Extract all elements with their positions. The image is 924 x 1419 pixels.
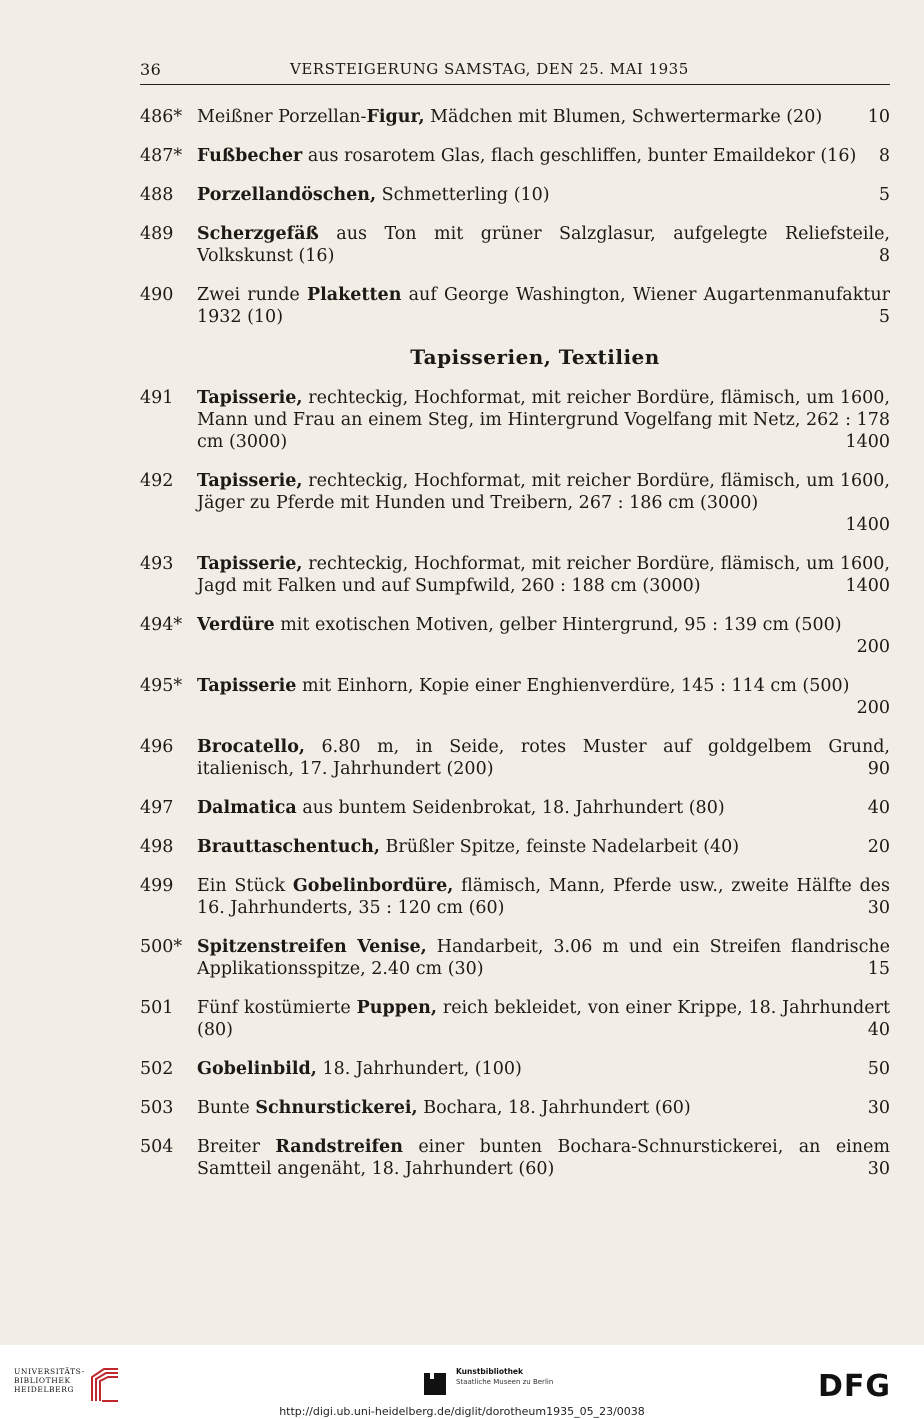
lot-description: [197, 836, 890, 858]
lot-estimate: 20: [867, 837, 890, 857]
lot-text-lead: Fünf kostümierte: [197, 998, 357, 1018]
lot-estimate: 30: [867, 898, 890, 918]
lot-number: 495*: [140, 676, 183, 696]
lot-number: 494*: [140, 615, 183, 635]
lot-number: 499: [140, 876, 174, 896]
lot-entry: [140, 284, 890, 328]
lot-description: [197, 614, 890, 636]
header-rule: [140, 84, 890, 85]
lot-keyword: Figur,: [366, 107, 425, 127]
lot-description: [197, 1097, 890, 1119]
lot-text-lead: Zwei runde: [197, 285, 307, 305]
lot-estimate: 200: [856, 637, 890, 657]
lot-number: 487*: [140, 146, 183, 166]
lot-text: auf George Washington, Wiener Augartenmanufaktur 1932 (10): [197, 285, 890, 327]
running-title: VERSTEIGERUNG SAMSTAG, DEN 25. MAI 1935: [290, 60, 689, 78]
lot-number: 502: [140, 1059, 174, 1079]
lot-entry: [140, 184, 890, 206]
lot-description: [197, 387, 890, 453]
kunstbibliothek-name: Kunstbibliothek: [456, 1367, 524, 1376]
lot-entry: [140, 997, 890, 1041]
kunstbibliothek-mark-icon: [424, 1369, 450, 1395]
kunstbibliothek-logo: [424, 1367, 584, 1403]
lot-estimate: 50: [867, 1059, 890, 1079]
lot-number: 504: [140, 1137, 174, 1157]
lot-estimate: 1400: [845, 576, 890, 596]
lot-text: flämisch, Mann, Pferde usw., zweite Hälfte des 16. Jahrhunderts, 35 : 120 cm (60): [197, 876, 890, 918]
lot-estimate: 90: [867, 759, 890, 779]
lot-text: 18. Jahrhundert, (100): [316, 1059, 522, 1079]
lot-keyword: Fußbecher: [197, 146, 303, 166]
uni-logo-line: HEIDELBERG: [14, 1385, 75, 1394]
lot-keyword: Scherzgefäß: [197, 224, 319, 244]
lot-entry: [140, 736, 890, 780]
lot-keyword: Brauttaschentuch,: [197, 837, 380, 857]
lot-text: rechteckig, Hochformat, mit reicher Bordüre, flämisch, um 1600, Jäger zu Pferde mit Hunden und Treibern, 267 : 186 cm (3000): [197, 471, 890, 513]
lot-number: 492: [140, 471, 174, 491]
lot-text-lead: Bunte: [197, 1098, 256, 1118]
lot-text: reich bekleidet, von einer Krippe, 18. Jahrhundert (80): [197, 998, 890, 1040]
lot-description: [197, 1058, 890, 1080]
lot-description: [197, 1136, 890, 1180]
lot-entry: [140, 797, 890, 819]
lot-text: Bochara, 18. Jahrhundert (60): [417, 1098, 691, 1118]
lot-keyword: Dalmatica: [197, 798, 297, 818]
lot-text: Handarbeit, 3.06 m und ein Streifen flandrische Applikationsspitze, 2.40 cm (30): [197, 937, 891, 979]
lot-estimate: 5: [878, 307, 890, 327]
lot-entry: [140, 145, 890, 167]
lot-estimate-line: [140, 514, 890, 536]
lot-group-textiles: [140, 387, 890, 1180]
lot-text-lead: Ein Stück: [197, 876, 293, 896]
lot-keyword: Tapisserie,: [197, 471, 303, 491]
lot-number: 490: [140, 285, 174, 305]
lot-estimate: 40: [867, 798, 890, 818]
lot-entry: [140, 614, 890, 658]
lot-description: [197, 675, 890, 697]
lot-number: 493: [140, 554, 174, 574]
lot-number: 496: [140, 737, 174, 757]
lot-entry: [140, 675, 890, 719]
lot-estimate: 30: [867, 1159, 890, 1179]
lot-estimate: 15: [867, 959, 890, 979]
lot-keyword: Tapisserie,: [197, 554, 303, 574]
lot-keyword: Gobelinbild,: [197, 1059, 317, 1079]
lot-keyword: Randstreifen: [275, 1137, 403, 1157]
uni-logo-mark-icon: [88, 1367, 122, 1403]
lot-keyword: Gobelinbordüre,: [292, 876, 454, 896]
lot-number: 498: [140, 837, 174, 857]
lot-entry: [140, 470, 890, 536]
lot-text-lead: Meißner Porzellan-: [197, 107, 367, 127]
lot-text: 6.80 m, in Seide, rotes Muster auf goldgelbem Grund, italienisch, 17. Jahrhundert (200): [197, 737, 890, 779]
lot-keyword: Schnurstickerei,: [255, 1098, 418, 1118]
lot-entry: [140, 1097, 890, 1119]
lot-number: 491: [140, 388, 174, 408]
lot-keyword: Tapisserie,: [197, 388, 303, 408]
lot-estimate: 8: [878, 246, 890, 266]
lot-description: [197, 223, 890, 267]
lot-number: 497: [140, 798, 174, 818]
lot-keyword: Puppen,: [356, 998, 437, 1018]
lot-entry: [140, 1136, 890, 1180]
lot-description: [197, 553, 890, 597]
lot-estimate-line: [140, 697, 890, 719]
uni-logo-line: BIBLIOTHEK: [14, 1376, 71, 1385]
section-title: Tapisserien, Textilien: [410, 345, 660, 369]
lot-entry: [140, 1058, 890, 1080]
digitization-footer: [0, 1345, 924, 1419]
lot-estimate: 5: [878, 185, 890, 205]
lot-description: [197, 145, 890, 167]
permalink-url[interactable]: http://digi.ub.uni-heidelberg.de/diglit/dorotheum1935_05_23/0038: [279, 1405, 645, 1418]
lot-estimate: 10: [867, 107, 890, 127]
lot-text: Mädchen mit Blumen, Schwertermarke (20): [424, 107, 823, 127]
lot-description: [197, 184, 890, 206]
lot-text: mit exotischen Motiven, gelber Hintergrund, 95 : 139 cm (500): [274, 615, 842, 635]
lot-description: [197, 470, 890, 514]
lot-keyword: Plaketten: [306, 285, 402, 305]
lot-list: [140, 106, 890, 1197]
lot-estimate: 8: [878, 146, 890, 166]
lot-text-lead: Breiter: [197, 1137, 276, 1157]
lot-entry: [140, 553, 890, 597]
lot-text: einer bunten Bochara-Schnurstickerei, an einem Samtteil angenäht, 18. Jahrhundert (60): [197, 1137, 890, 1179]
lot-description: [197, 797, 890, 819]
lot-number: 500*: [140, 937, 183, 957]
lot-text: aus Ton mit grüner Salzglasur, aufgelegte Reliefsteile, Volkskunst (16): [197, 224, 890, 266]
lot-entry: [140, 223, 890, 267]
lot-entry: [140, 387, 890, 453]
lot-group-ceramics: [140, 106, 890, 328]
lot-number: 486*: [140, 107, 183, 127]
lot-text: rechteckig, Hochformat, mit reicher Bordüre, flämisch, um 1600, Mann und Frau an einem Steg, im Hintergrund Vogelfang mit Netz, 262 : 178 cm (3000): [197, 388, 890, 452]
lot-text: Schmetterling (10): [376, 185, 550, 205]
lot-entry: [140, 836, 890, 858]
lot-estimate: 1400: [845, 432, 890, 452]
lot-description: [197, 284, 890, 328]
dfg-logo: DFG: [818, 1369, 892, 1404]
lot-text: rechteckig, Hochformat, mit reicher Bordüre, flämisch, um 1600, Jagd mit Falken und auf Sumpfwild, 260 : 188 cm (3000): [197, 554, 890, 596]
lot-text: aus buntem Seidenbrokat, 18. Jahrhundert (80): [296, 798, 725, 818]
lot-estimate: 1400: [845, 515, 890, 535]
heidelberg-university-library-logo: [14, 1367, 124, 1407]
lot-number: 501: [140, 998, 174, 1018]
lot-number: 489: [140, 224, 174, 244]
kunstbibliothek-subtitle: Staatliche Museen zu Berlin: [456, 1378, 554, 1386]
lot-description: [197, 997, 890, 1041]
lot-text: mit Einhorn, Kopie einer Enghienverdüre, 145 : 114 cm (500): [296, 676, 850, 696]
uni-logo-line: UNIVERSITÄTS-: [14, 1367, 85, 1376]
lot-estimate: 200: [856, 698, 890, 718]
lot-estimate-line: [140, 636, 890, 658]
lot-description: [197, 875, 890, 919]
lot-entry: [140, 936, 890, 980]
lot-entry: [140, 106, 890, 128]
uni-logo-text: [14, 1367, 85, 1394]
lot-text: aus rosarotem Glas, flach geschliffen, bunter Emaildekor (16): [302, 146, 857, 166]
lot-estimate: 40: [867, 1020, 890, 1040]
lot-keyword: Verdüre: [197, 615, 275, 635]
lot-entry: [140, 875, 890, 919]
page-header: [140, 58, 890, 88]
page-number: 36: [140, 60, 162, 79]
lot-keyword: Brocatello,: [197, 737, 305, 757]
lot-number: 503: [140, 1098, 174, 1118]
lot-estimate: 30: [867, 1098, 890, 1118]
lot-description: [197, 106, 890, 128]
lot-number: 488: [140, 185, 174, 205]
lot-description: [197, 736, 890, 780]
lot-keyword: Tapisserie: [197, 676, 297, 696]
lot-description: [197, 936, 890, 980]
lot-keyword: Spitzenstreifen Venise,: [197, 937, 427, 957]
lot-keyword: Porzellandöschen,: [197, 185, 377, 205]
lot-text: Brüßler Spitze, feinste Nadelarbeit (40): [379, 837, 740, 857]
